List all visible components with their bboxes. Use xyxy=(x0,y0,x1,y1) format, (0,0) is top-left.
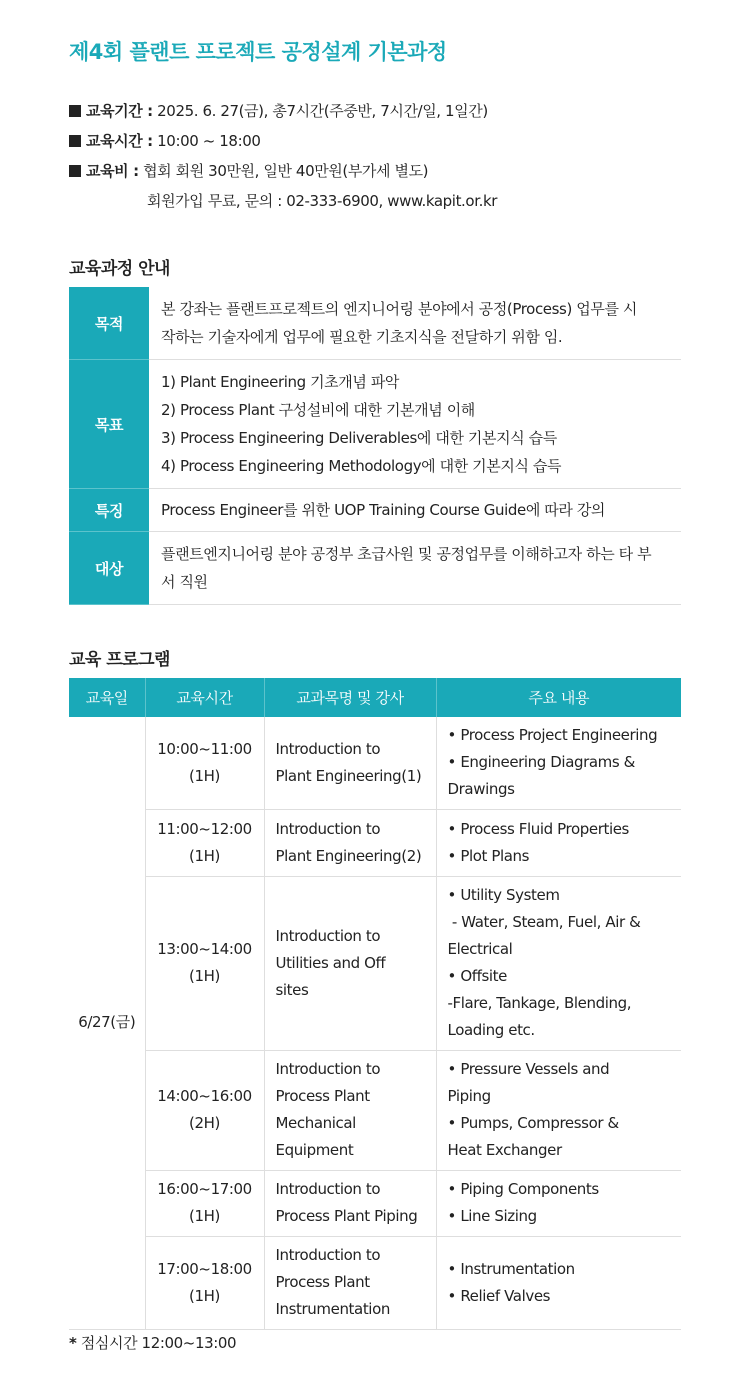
text-line: • Pressure Vessels and xyxy=(447,1060,610,1078)
table-row xyxy=(69,1170,681,1236)
note-mark: * xyxy=(69,1334,77,1352)
text-line: Loading etc. xyxy=(447,1021,535,1039)
content-cell xyxy=(436,809,681,876)
guide-row-head: 목표 xyxy=(69,360,149,489)
content-cell xyxy=(436,876,681,1050)
time-cell xyxy=(145,1050,264,1170)
guide-table xyxy=(69,287,681,605)
table-row xyxy=(69,876,681,1050)
guide-row-head: 특징 xyxy=(69,489,149,532)
guide-row xyxy=(69,360,681,489)
subject-cell xyxy=(264,809,436,876)
text-line: Plant Engineering(2) xyxy=(275,846,422,865)
guide-row xyxy=(69,489,681,532)
table-row xyxy=(69,809,681,876)
table-row xyxy=(69,1050,681,1170)
table-row xyxy=(69,1236,681,1329)
text-line: Drawings xyxy=(447,780,515,799)
time-cell xyxy=(145,809,264,876)
text-line: Process Plant xyxy=(275,1087,370,1105)
text-line: 서 직원 xyxy=(161,573,208,591)
time-cell xyxy=(145,876,264,1050)
guide-row-head: 대상 xyxy=(69,532,149,605)
square-bullet-icon xyxy=(69,105,81,117)
text-line: Process Engineer를 위한 UOP Training Course Guide에 따라 강의 xyxy=(161,501,606,519)
text-line: • Pumps, Compressor & xyxy=(447,1114,619,1132)
time-range: 16:00~17:00 xyxy=(157,1180,252,1198)
text-line: 3) Process Engineering Deliverables에 대한 기본지식 습득 xyxy=(161,429,557,447)
guide-row xyxy=(69,532,681,605)
text-line: Electrical xyxy=(447,940,513,958)
text-line: • Instrumentation xyxy=(447,1259,575,1278)
info-period xyxy=(69,96,681,126)
header-content: 주요 내용 xyxy=(436,678,681,717)
text-line: 4) Process Engineering Methodology에 대한 기본지식 습득 xyxy=(161,457,562,475)
subject-cell xyxy=(264,1170,436,1236)
info-period-label: 교육기간 : xyxy=(86,102,153,120)
text-line: 1) Plant Engineering 기초개념 파악 xyxy=(161,373,400,391)
square-bullet-icon xyxy=(69,135,81,147)
time-cell xyxy=(145,717,264,809)
info-period-value: 2025. 6. 27(금), 총7시간(주중반, 7시간/일, 1일간) xyxy=(157,102,488,120)
guide-row-content xyxy=(149,360,681,489)
subject-cell xyxy=(264,1236,436,1329)
guide-row-content xyxy=(149,287,681,360)
text-line: Plant Engineering(1) xyxy=(275,766,422,785)
text-line: Introduction to xyxy=(275,1060,381,1078)
time-range: 14:00~16:00 xyxy=(157,1087,252,1105)
text-line: 작하는 기술자에게 업무에 필요한 기초지식을 전달하기 위함 임. xyxy=(161,328,563,346)
time-hours: (2H) xyxy=(189,1114,220,1132)
text-line: • Utility System xyxy=(447,886,560,904)
text-line: Utilities and Off xyxy=(275,953,386,972)
square-bullet-icon xyxy=(69,165,81,177)
text-line: Instrumentation xyxy=(275,1300,390,1318)
text-line: • Relief Valves xyxy=(447,1286,551,1305)
content-cell xyxy=(436,1050,681,1170)
time-hours: (1H) xyxy=(189,967,220,985)
note-text: 점심시간 12:00~13:00 xyxy=(80,1334,237,1352)
text-line: • Line Sizing xyxy=(447,1207,537,1225)
subject-cell xyxy=(264,876,436,1050)
header-time: 교육시간 xyxy=(145,678,264,717)
content-cell xyxy=(436,1170,681,1236)
lunch-note xyxy=(69,1332,236,1353)
text-line: Process Plant xyxy=(275,1273,370,1291)
text-line: • Offsite xyxy=(447,967,507,985)
text-line: - Water, Steam, Fuel, Air & xyxy=(447,913,641,931)
text-line: • Engineering Diagrams & xyxy=(447,753,635,772)
text-line: • Plot Plans xyxy=(447,846,530,865)
guide-section-title: 교육과정 안내 xyxy=(69,259,170,279)
text-line: Introduction to xyxy=(275,1246,381,1264)
info-fee-extra: 회원가입 무료, 문의 : 02-333-6900, www.kapit.or.kr xyxy=(147,192,498,210)
subject-cell xyxy=(264,1050,436,1170)
guide-row-content xyxy=(149,489,681,532)
info-fee xyxy=(69,156,681,186)
text-line: • Piping Components xyxy=(447,1180,599,1198)
text-line: Heat Exchanger xyxy=(447,1141,562,1159)
text-line: Piping xyxy=(447,1087,491,1105)
time-range: 17:00~18:00 xyxy=(157,1259,252,1278)
subject-cell xyxy=(264,717,436,809)
time-hours: (1H) xyxy=(189,846,220,865)
info-time-label: 교육시간 : xyxy=(86,132,153,150)
time-hours: (1H) xyxy=(189,1286,220,1305)
text-line: • Process Fluid Properties xyxy=(447,819,629,838)
info-time-value: 10:00 ~ 18:00 xyxy=(157,132,261,150)
content-cell xyxy=(436,717,681,809)
program-table xyxy=(69,678,681,1330)
text-line: Equipment xyxy=(275,1141,354,1159)
text-line: 2) Process Plant 구성설비에 대한 기본개념 이해 xyxy=(161,401,475,419)
guide-row-head: 목적 xyxy=(69,287,149,360)
text-line: 플랜트엔지니어링 분야 공정부 초급사원 및 공정업무를 이해하고자 하는 타 부 xyxy=(161,545,652,563)
info-fee-value: 협회 회원 30만원, 일반 40만원(부가세 별도) xyxy=(143,162,429,180)
text-line: Introduction to xyxy=(275,819,381,838)
time-hours: (1H) xyxy=(189,1207,220,1225)
time-range: 13:00~14:00 xyxy=(157,940,252,958)
text-line: -Flare, Tankage, Blending, xyxy=(447,994,632,1012)
text-line: • Process Project Engineering xyxy=(447,726,658,745)
program-header-row xyxy=(69,678,681,717)
text-line: Introduction to xyxy=(275,739,381,758)
time-cell xyxy=(145,1170,264,1236)
guide-row-content xyxy=(149,532,681,605)
text-line: Mechanical xyxy=(275,1114,356,1132)
time-range: 10:00~11:00 xyxy=(157,739,252,758)
info-time xyxy=(69,126,681,156)
info-fee-label: 교육비 : xyxy=(86,162,139,180)
header-day: 교육일 xyxy=(69,678,145,717)
guide-row xyxy=(69,287,681,360)
text-line: Introduction to xyxy=(275,1180,381,1198)
time-range: 11:00~12:00 xyxy=(157,819,252,838)
course-info xyxy=(69,96,681,216)
time-hours: (1H) xyxy=(189,766,220,785)
program-section-title: 교육 프로그램 xyxy=(69,650,170,670)
text-line: Process Plant Piping xyxy=(275,1207,418,1225)
table-row xyxy=(69,717,681,809)
header-subject: 교과목명 및 강사 xyxy=(264,678,436,717)
text-line: sites xyxy=(275,980,309,999)
page-title: 제4회 플랜트 프로젝트 공정설계 기본과정 xyxy=(69,40,447,64)
text-line: Introduction to xyxy=(275,926,381,945)
day-cell: 6/27(금) xyxy=(69,717,145,1329)
text-line: 본 강좌는 플랜트프로젝트의 엔지니어링 분야에서 공정(Process) 업무를 시 xyxy=(161,300,638,318)
content-cell xyxy=(436,1236,681,1329)
time-cell xyxy=(145,1236,264,1329)
